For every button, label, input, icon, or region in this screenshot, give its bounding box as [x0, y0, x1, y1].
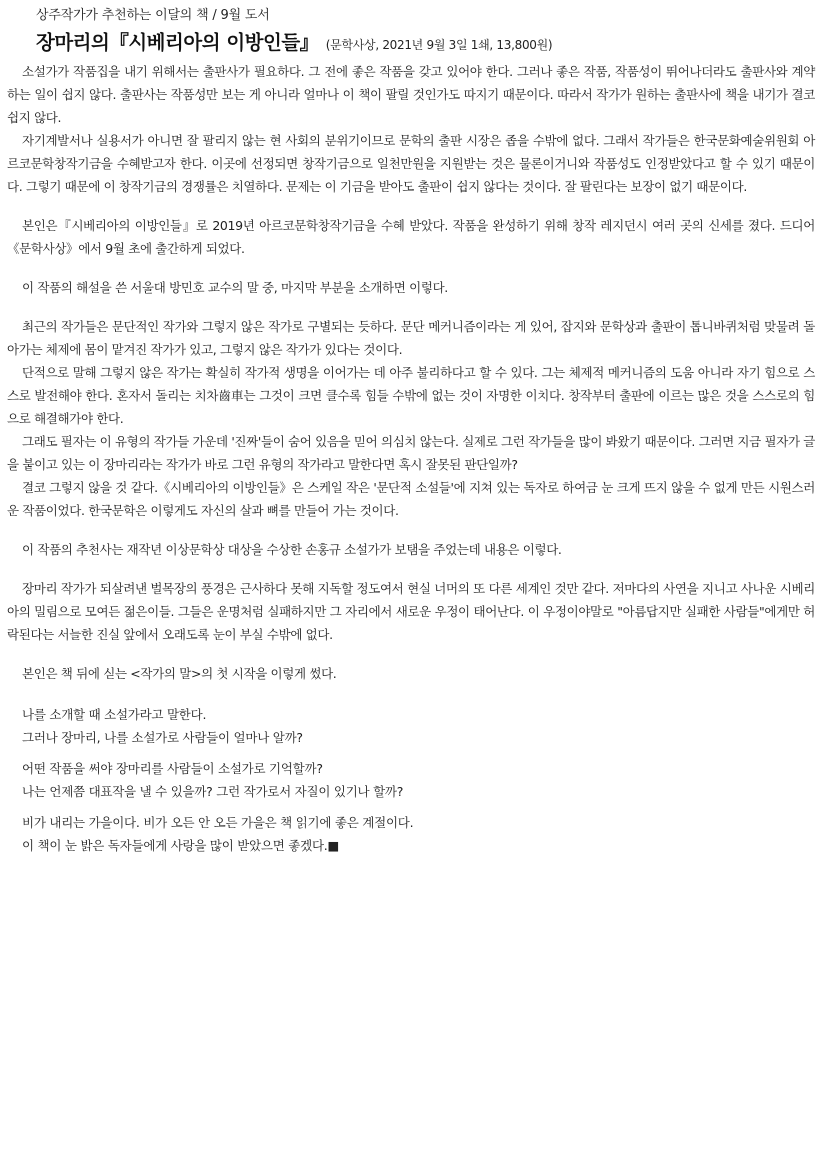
quote-paragraph: 결코 그렇지 않을 것 같다.《시베리아의 이방인들》은 스케일 작은 '문단적 소설들'에 지쳐 있는 독자로 하여금 눈 크게 뜨지 않을 수 없게 만든 시원스러운 작품이었다. 한국문학은 이렇게도 자신의 살과 뼈를 만들어 가는 것이다.: [7, 480, 815, 518]
paragraph: 본인은『시베리아의 이방인들』로 2019년 아르코문학창작기금을 수혜 받았다. 작품을 완성하기 위해 창작 레지던시 여러 곳의 신세를 졌다. 드디어《문학사상》에서 9월 초에 출간하게 되었다.: [7, 218, 815, 256]
verse-stanza: [7, 703, 815, 749]
quote-paragraph: 최근의 작가들은 문단적인 작가와 그렇지 않은 작가로 구별되는 듯하다. 문단 메커니즘이라는 게 있어, 잡지와 문학상과 출판이 톱니바퀴처럼 맞물려 돌아가는 체제에 몸이 맡겨진 작가가 있고, 그렇지 않은 작가가 있다는 것이다.: [7, 319, 815, 357]
verse-stanza: [7, 757, 815, 803]
verse-line: 비가 내리는 가을이다. 비가 오든 안 오든 가을은 책 읽기에 좋은 계절이다.: [22, 815, 414, 830]
book-title: 장마리의『시베리아의 이방인들』: [36, 31, 319, 54]
verse-line: 이 책이 눈 밝은 독자들에게 사랑을 많이 받았으면 좋겠다.■: [22, 838, 340, 853]
verse-line: 나를 소개할 때 소설가라고 말한다.: [22, 707, 207, 722]
headline: [36, 27, 552, 55]
quote-paragraph: 그래도 필자는 이 유형의 작가들 가운데 '진짜'들이 숨어 있음을 믿어 의심치 않는다. 실제로 그런 작가들을 많이 봐왔기 때문이다. 그러면 지금 필자가 글을 붙이고 있는 이 장마리라는 작가가 바로 그런 유형의 작가라고 말한다면 혹시 잘못된 판단일까?: [7, 434, 816, 472]
paragraph: 이 작품의 해설을 쓴 서울대 방민호 교수의 말 중, 마지막 부분을 소개하면 이렇다.: [22, 280, 448, 295]
paragraph: 본인은 책 뒤에 싣는 <작가의 말>의 첫 시작을 이렇게 썼다.: [22, 666, 337, 681]
paragraph: 소설가가 작품집을 내기 위해서는 출판사가 필요하다. 그 전에 좋은 작품을 갖고 있어야 한다. 그러나 좋은 작품, 작품성이 뛰어나더라도 출판사와 계약하는 일이 쉽지 않다. 출판사는 작품성만 보는 게 아니라 얼마나 이 책이 팔릴 것인가도 따지기 때문이다. 따라서 작가가 원하는 출판사에 책을 내기가 결코 쉽지 않다.: [7, 64, 815, 125]
verse-line: 어떤 작품을 써야 장마리를 사람들이 소설가로 기억할까?: [22, 761, 323, 776]
verse-line: 그러나 장마리, 나를 소설가로 사람들이 얼마나 알까?: [22, 730, 303, 745]
article-body: [7, 60, 815, 857]
section-kicker: 상주작가가 추천하는 이달의 책 / 9월 도서: [36, 8, 270, 23]
paragraph: 자기계발서나 실용서가 아니면 잘 팔리지 않는 현 사회의 분위기이므로 문학의 출판 시장은 좁을 수밖에 없다. 그래서 작가들은 한국문화예술위원회 아르코문학창작기금을 수혜받고자 한다. 이곳에 선정되면 창작기금으로 일천만원을 지원받는 것은 물론이거니와 작품성도 인정받았다고 할 수 있기 때문이다. 그렇기 때문에 이 창작기금의 경쟁률은 치열하다. 문제는 이 기금을 받아도 출판이 쉽지 않다는 것이다. 잘 팔린다는 보장이 없기 때문이다.: [7, 133, 815, 194]
recommendation-paragraph: 장마리 작가가 되살려낸 벌목장의 풍경은 근사하다 못해 지독할 정도여서 현실 너머의 또 다른 세계인 것만 같다. 저마다의 사연을 지니고 사나운 시베리아의 밀림으로 모여든 젊은이들. 그들은 운명처럼 실패하지만 그 자리에서 새로운 우정이 태어난다. 이 우정이야말로 "아름답지만 실패한 사람들"에게만 허락된다는 서늘한 진실 앞에서 오래도록 눈이 부실 수밖에 없다.: [7, 581, 815, 642]
quote-paragraph: 단적으로 말해 그렇지 않은 작가는 확실히 작가적 생명을 이어가는 데 아주 불리하다고 할 수 있다. 그는 체제적 메커니즘의 도움 아니라 자기 힘으로 스스로 발전해야 한다. 혼자서 돌리는 치차齒車는 그것이 크면 클수록 힘들 수밖에 없는 것이 자명한 이치다. 창작부터 출판에 이르는 많은 것을 스스로의 힘으로 해결해가야 한다.: [7, 365, 815, 426]
verse-stanza: [7, 811, 815, 857]
publication-info: (문학사상, 2021년 9월 3일 1쇄, 13,800원): [325, 38, 553, 52]
paragraph: 이 작품의 추천사는 재작년 이상문학상 대상을 수상한 손홍규 소설가가 보탬을 주었는데 내용은 이렇다.: [22, 542, 562, 557]
verse-line: 나는 언제쯤 대표작을 낼 수 있을까? 그런 작가로서 자질이 있기나 할까?: [22, 784, 404, 799]
